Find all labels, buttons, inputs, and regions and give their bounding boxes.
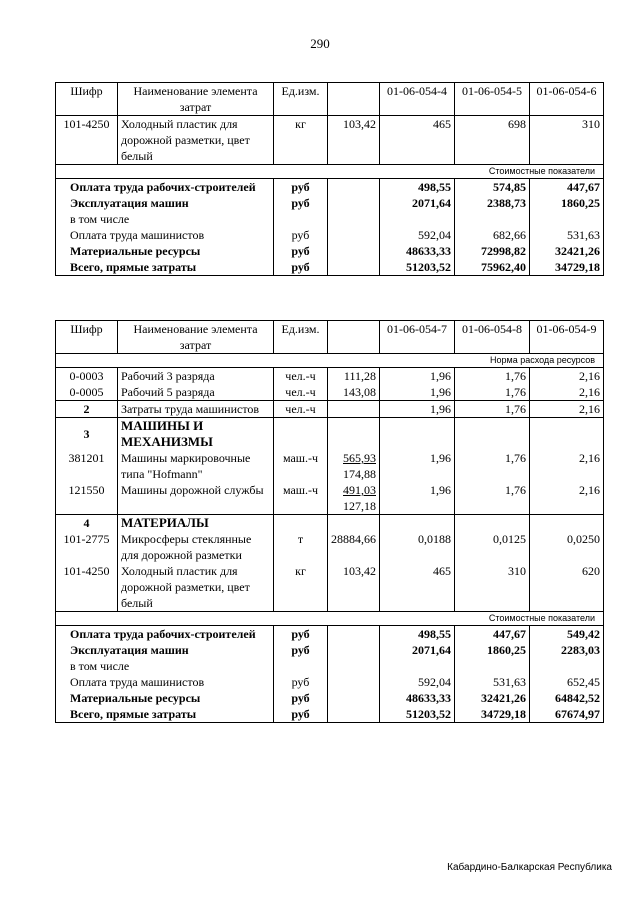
row-code: 101-4250: [56, 563, 118, 612]
row-v1: 465: [380, 116, 455, 165]
row-unit: [274, 515, 328, 532]
cost-empty: [328, 674, 380, 690]
cost-v1: 48633,33: [380, 690, 455, 706]
cost-unit: руб: [274, 690, 328, 706]
row-value-cell: [328, 450, 380, 482]
cost-row: [56, 179, 604, 196]
row-value-cell: [328, 482, 380, 515]
row-v3: 2,16: [530, 401, 604, 418]
row-unit: кг: [274, 563, 328, 612]
row-value-2: 127,18: [343, 499, 376, 513]
cost-unit: руб: [274, 674, 328, 690]
row-unit: чел.-ч: [274, 384, 328, 401]
row-v3: 2,16: [530, 384, 604, 401]
cost-v2: [455, 211, 530, 227]
cost-unit: руб: [274, 179, 328, 196]
row-v3: 2,16: [530, 482, 604, 515]
header-col-3: 01-06-054-9: [530, 321, 604, 354]
cost-unit: руб: [274, 227, 328, 243]
cost-name: Материальные ресурсы: [56, 243, 274, 259]
table-header-row: [56, 83, 604, 116]
row-name: Микросферы стеклянные для дорожной разметки: [118, 531, 274, 563]
cost-v2: 72998,82: [455, 243, 530, 259]
row-v2: 1,76: [455, 368, 530, 385]
header-code: Шифр: [56, 83, 118, 116]
cost-v2: [455, 658, 530, 674]
section-label-row: [56, 354, 604, 368]
cost-v1: 2071,64: [380, 195, 455, 211]
row-name: Машины маркировочные типа "Hofmann": [118, 450, 274, 482]
header-col-1: 01-06-054-4: [380, 83, 455, 116]
row-v1: 1,96: [380, 368, 455, 385]
row-v1: 465: [380, 563, 455, 612]
cost-name: Эксплуатация машин: [56, 642, 274, 658]
row-v3: 620: [530, 563, 604, 612]
cost-empty: [328, 243, 380, 259]
row-unit: кг: [274, 116, 328, 165]
cost-unit: руб: [274, 243, 328, 259]
cost-unit: руб: [274, 706, 328, 723]
cost-v2: 1860,25: [455, 642, 530, 658]
cost-empty: [328, 626, 380, 643]
cost-row: [56, 211, 604, 227]
table-row: [56, 116, 604, 165]
cost-v2: 2388,73: [455, 195, 530, 211]
cost-row: [56, 642, 604, 658]
row-value: 143,08: [328, 384, 380, 401]
cost-v1: 51203,52: [380, 706, 455, 723]
header-value: [328, 321, 380, 354]
cost-name: Всего, прямые затраты: [56, 259, 274, 276]
row-v2: 0,0125: [455, 531, 530, 563]
cost-empty: [328, 259, 380, 276]
table-row: [56, 450, 604, 482]
cost-name: Оплата труда рабочих-строителей: [56, 179, 274, 196]
table-row: [56, 563, 604, 612]
cost-table-2: [55, 320, 604, 723]
row-value: [328, 515, 380, 532]
section-label-row: [56, 165, 604, 179]
row-unit: маш.-ч: [274, 482, 328, 515]
cost-v1: 498,55: [380, 179, 455, 196]
row-code: 0-0005: [56, 384, 118, 401]
row-value: 103,42: [328, 116, 380, 165]
cost-name: Оплата труда машинистов: [56, 227, 274, 243]
row-name: Рабочий 3 разряда: [118, 368, 274, 385]
table-row-group: [56, 515, 604, 532]
row-value-2: 174,88: [343, 467, 376, 481]
row-name: МАШИНЫ И МЕХАНИЗМЫ: [118, 418, 274, 451]
row-v1: 1,96: [380, 450, 455, 482]
footer-region: Кабардино-Балкарская Республика: [447, 862, 612, 873]
table-row: [56, 482, 604, 515]
row-v2: 1,76: [455, 482, 530, 515]
cost-name: Материальные ресурсы: [56, 690, 274, 706]
cost-v2: 574,85: [455, 179, 530, 196]
row-v1: [380, 515, 455, 532]
page-number: 290: [310, 36, 330, 51]
row-name: Затраты труда машинистов: [118, 401, 274, 418]
cost-v3: [530, 658, 604, 674]
row-v2: 1,76: [455, 384, 530, 401]
cost-empty: [328, 195, 380, 211]
row-v1: 0,0188: [380, 531, 455, 563]
section-label: Стоимостные показатели: [56, 612, 604, 626]
section-label: Стоимостные показатели: [56, 165, 604, 179]
header-unit: Ед.изм.: [274, 83, 328, 116]
cost-v3: 2283,03: [530, 642, 604, 658]
row-code: 2: [56, 401, 118, 418]
header-name: Наименование элемента затрат: [118, 83, 274, 116]
header-code: Шифр: [56, 321, 118, 354]
row-value: 28884,66: [328, 531, 380, 563]
row-v1: [380, 418, 455, 451]
row-value: 491,03: [343, 483, 376, 497]
cost-name: в том числе: [56, 658, 274, 674]
cost-v3: [530, 211, 604, 227]
header-col-1: 01-06-054-7: [380, 321, 455, 354]
row-name: Рабочий 5 разряда: [118, 384, 274, 401]
row-unit: т: [274, 531, 328, 563]
row-v2: 1,76: [455, 401, 530, 418]
row-v3: 0,0250: [530, 531, 604, 563]
header-col-2: 01-06-054-8: [455, 321, 530, 354]
header-col-3: 01-06-054-6: [530, 83, 604, 116]
row-code: 101-2775: [56, 531, 118, 563]
cost-row-total: [56, 259, 604, 276]
row-code: 4: [56, 515, 118, 532]
row-code: 3: [56, 418, 118, 451]
cost-empty: [328, 211, 380, 227]
cost-v3: 447,67: [530, 179, 604, 196]
cost-empty: [328, 179, 380, 196]
cost-v1: [380, 658, 455, 674]
header-unit: Ед.изм.: [274, 321, 328, 354]
row-v3: 2,16: [530, 450, 604, 482]
row-v2: 1,76: [455, 450, 530, 482]
row-name: МАТЕРИАЛЫ: [118, 515, 274, 532]
cost-v3: 1860,25: [530, 195, 604, 211]
cost-v3: 32421,26: [530, 243, 604, 259]
row-value: 565,93: [343, 451, 376, 465]
cost-v3: 67674,97: [530, 706, 604, 723]
header-value: [328, 83, 380, 116]
row-name: Холодный пластик для дорожной разметки, цвет белый: [118, 563, 274, 612]
row-v3: [530, 418, 604, 451]
row-v1: 1,96: [380, 384, 455, 401]
header-name: Наименование элемента затрат: [118, 321, 274, 354]
row-v2: [455, 515, 530, 532]
row-v2: 310: [455, 563, 530, 612]
table-row: [56, 384, 604, 401]
row-v2: [455, 418, 530, 451]
cost-v1: 2071,64: [380, 642, 455, 658]
cost-unit: руб: [274, 195, 328, 211]
row-unit: [274, 418, 328, 451]
cost-empty: [328, 658, 380, 674]
cost-empty: [328, 706, 380, 723]
row-name: Машины дорожной службы: [118, 482, 274, 515]
row-value: [328, 401, 380, 418]
table-row: [56, 368, 604, 385]
row-unit: чел.-ч: [274, 401, 328, 418]
cost-v2: 531,63: [455, 674, 530, 690]
cost-name: Всего, прямые затраты: [56, 706, 274, 723]
row-v1: 1,96: [380, 401, 455, 418]
row-v3: 310: [530, 116, 604, 165]
cost-v1: 48633,33: [380, 243, 455, 259]
cost-v3: 34729,18: [530, 259, 604, 276]
cost-row-total: [56, 706, 604, 723]
cost-v2: 447,67: [455, 626, 530, 643]
cost-name: в том числе: [56, 211, 274, 227]
table-row: [56, 401, 604, 418]
cost-row: [56, 690, 604, 706]
cost-empty: [328, 690, 380, 706]
cost-v2: 34729,18: [455, 706, 530, 723]
cost-unit: [274, 211, 328, 227]
cost-unit: [274, 658, 328, 674]
cost-v1: [380, 211, 455, 227]
cost-v3: 652,45: [530, 674, 604, 690]
table-header-row: [56, 321, 604, 354]
cost-v2: 75962,40: [455, 259, 530, 276]
cost-unit: руб: [274, 626, 328, 643]
cost-name: Эксплуатация машин: [56, 195, 274, 211]
row-unit: чел.-ч: [274, 368, 328, 385]
row-v3: 2,16: [530, 368, 604, 385]
row-value: 111,28: [328, 368, 380, 385]
row-code: 101-4250: [56, 116, 118, 165]
cost-v3: 531,63: [530, 227, 604, 243]
cost-row: [56, 658, 604, 674]
cost-v1: 498,55: [380, 626, 455, 643]
row-unit: маш.-ч: [274, 450, 328, 482]
cost-v3: 549,42: [530, 626, 604, 643]
row-name: Холодный пластик для дорожной разметки, цвет белый: [118, 116, 274, 165]
cost-v2: 682,66: [455, 227, 530, 243]
cost-table-1: [55, 82, 604, 276]
row-v3: [530, 515, 604, 532]
cost-row: [56, 227, 604, 243]
cost-row: [56, 674, 604, 690]
header-col-2: 01-06-054-5: [455, 83, 530, 116]
row-value: 103,42: [328, 563, 380, 612]
cost-v1: 592,04: [380, 227, 455, 243]
cost-name: Оплата труда машинистов: [56, 674, 274, 690]
cost-empty: [328, 642, 380, 658]
cost-row: [56, 243, 604, 259]
section-label-row: [56, 612, 604, 626]
cost-row: [56, 195, 604, 211]
row-v1: 1,96: [380, 482, 455, 515]
cost-v1: 51203,52: [380, 259, 455, 276]
row-value: [328, 418, 380, 451]
cost-unit: руб: [274, 259, 328, 276]
row-code: 381201: [56, 450, 118, 482]
cost-row: [56, 626, 604, 643]
cost-empty: [328, 227, 380, 243]
table-row-group: [56, 418, 604, 451]
table-row: [56, 531, 604, 563]
cost-v1: 592,04: [380, 674, 455, 690]
row-v2: 698: [455, 116, 530, 165]
cost-v3: 64842,52: [530, 690, 604, 706]
cost-name: Оплата труда рабочих-строителей: [56, 626, 274, 643]
cost-unit: руб: [274, 642, 328, 658]
row-code: 121550: [56, 482, 118, 515]
section-label: Норма расхода ресурсов: [56, 354, 604, 368]
row-code: 0-0003: [56, 368, 118, 385]
cost-v2: 32421,26: [455, 690, 530, 706]
